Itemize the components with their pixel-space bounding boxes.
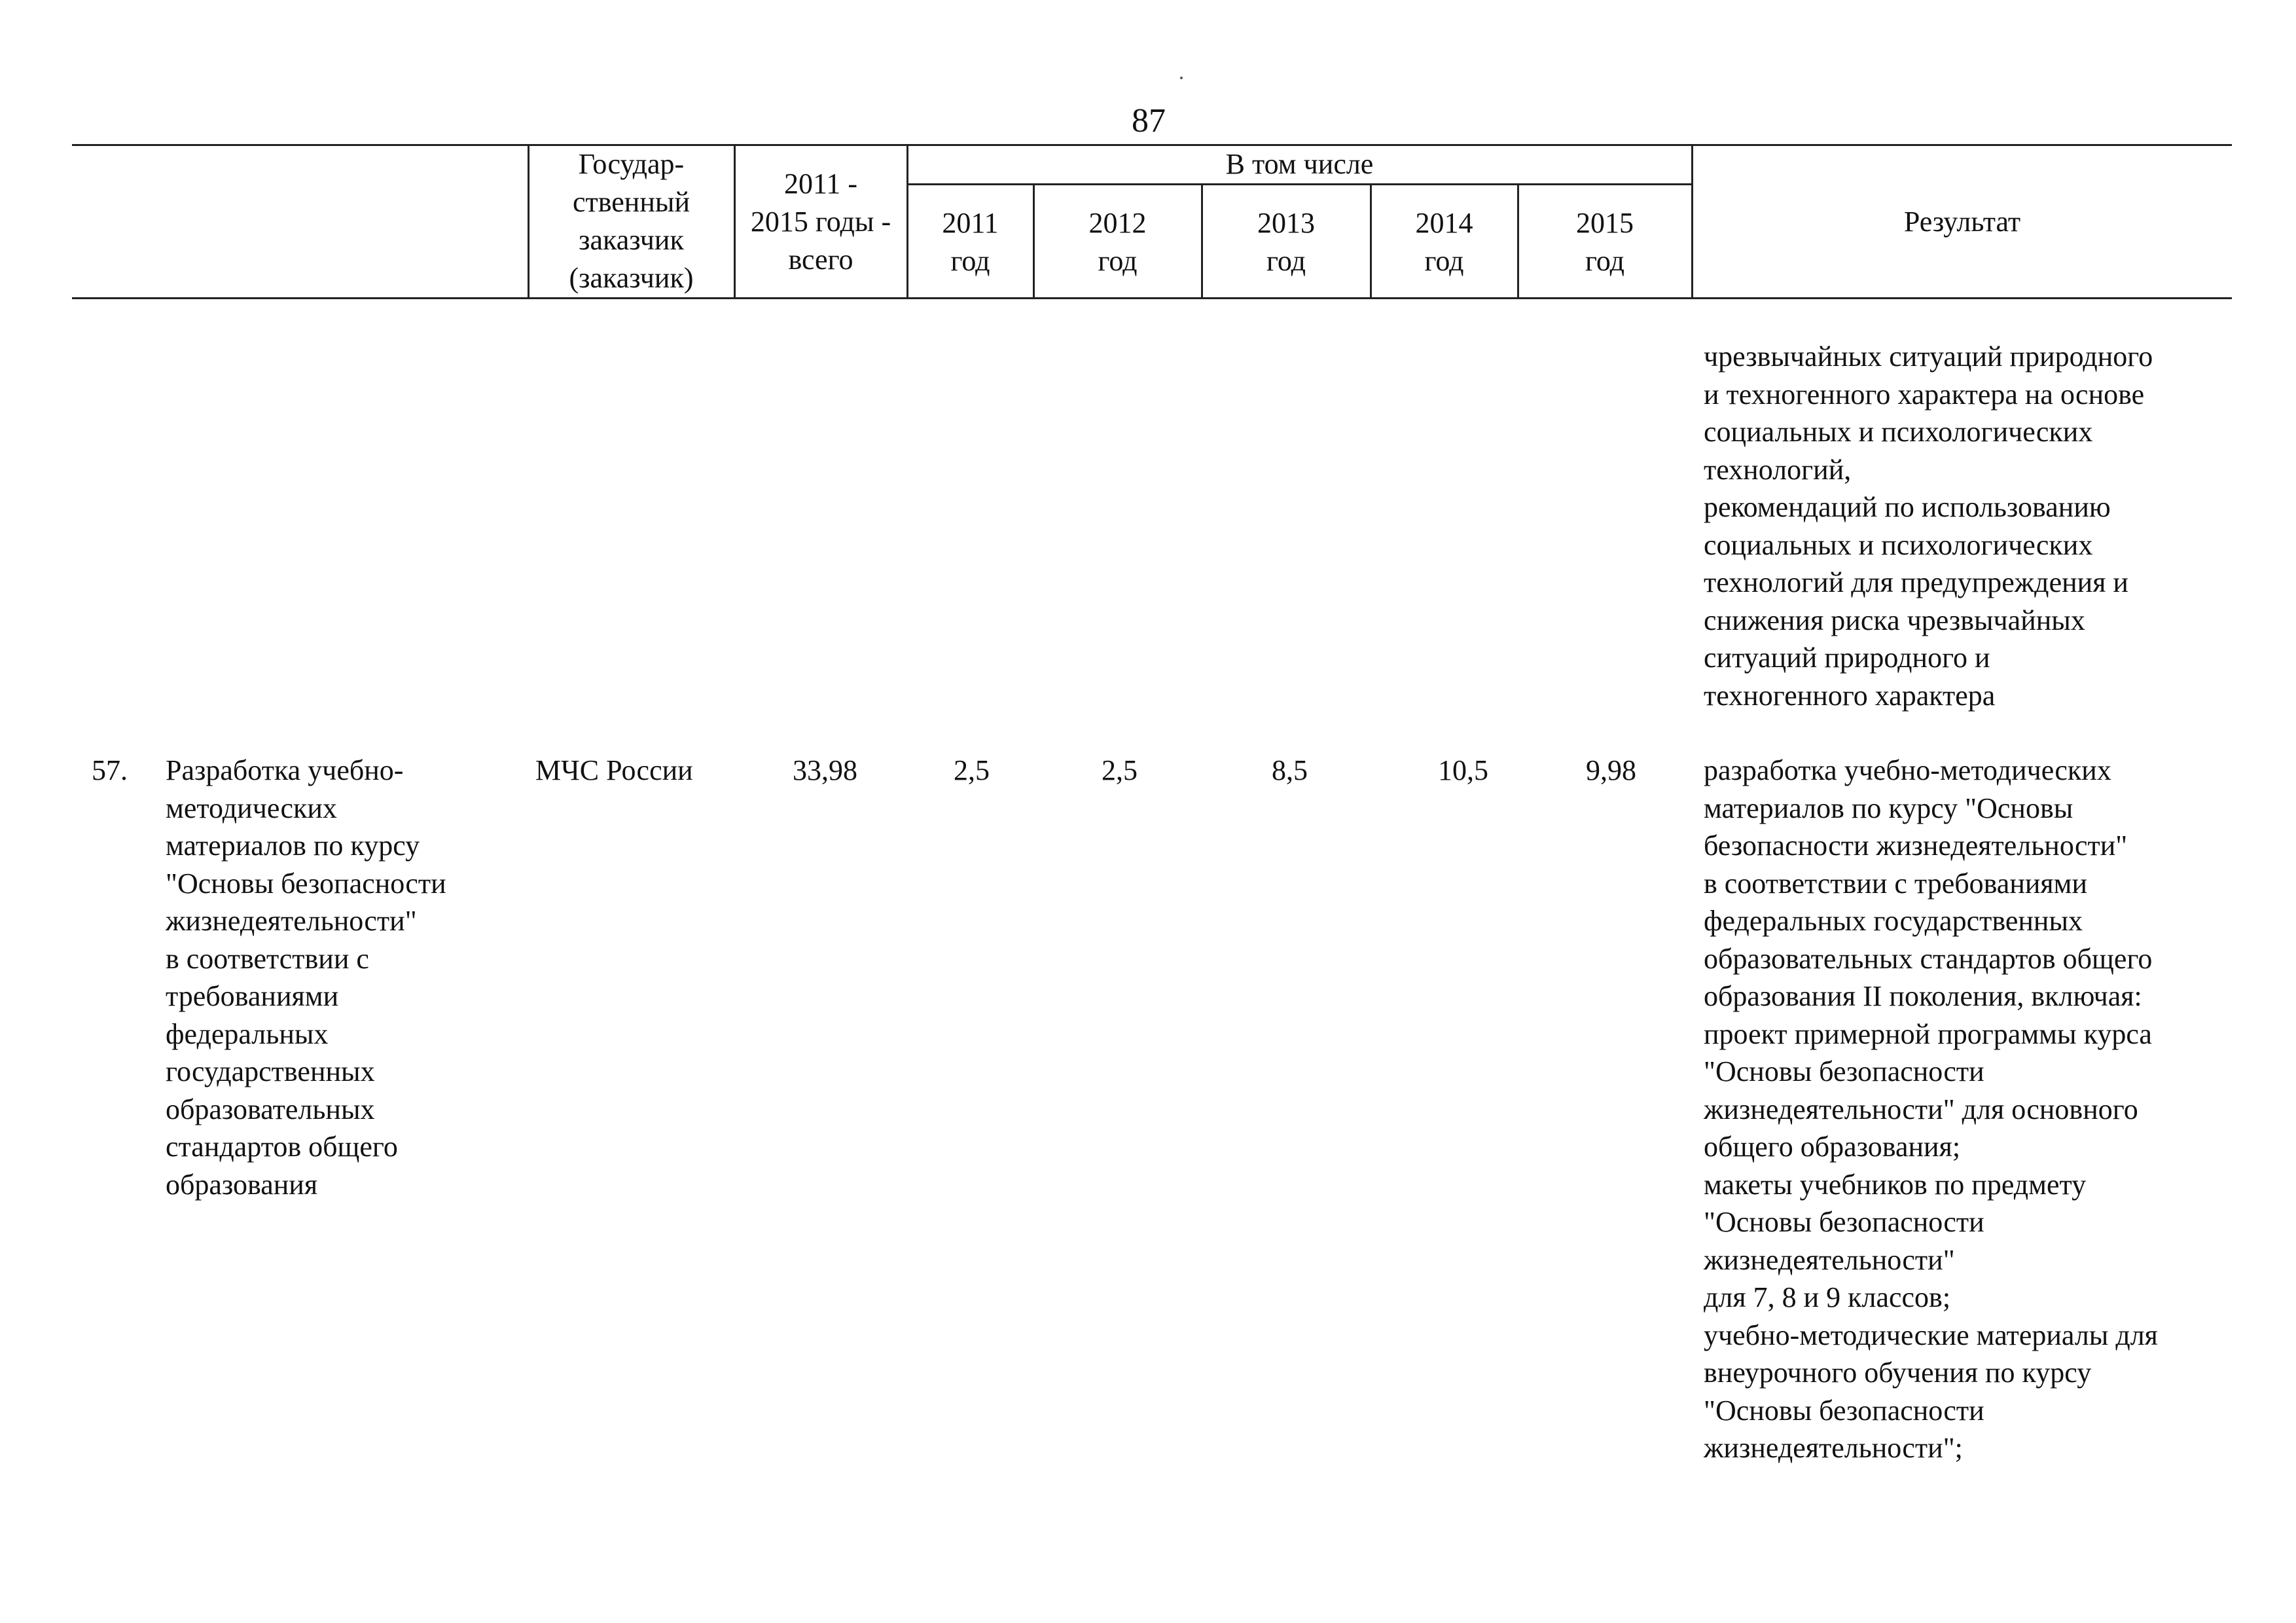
row-value-2012: 2,5 (1102, 754, 1138, 786)
row-total: 33,98 (793, 754, 857, 786)
header-total: 2011 - 2015 годы - всего (750, 168, 891, 276)
text-line: Разработка учебно- (166, 754, 404, 786)
text-line: внеурочного обучения по курсу (1704, 1357, 2092, 1389)
scan-speck (1180, 77, 1183, 79)
text-line: "Основы безопасности (1704, 1206, 1984, 1238)
row-value-2011: 2,5 (954, 754, 990, 786)
text-line: учебно-методические материалы для (1704, 1319, 2158, 1351)
text-line: материалов по курсу "Основы (1704, 792, 2073, 824)
text-line: ситуаций природного и (1704, 642, 1990, 674)
header-year-2012: 2012 год (1088, 207, 1147, 277)
row-customer: МЧС России (535, 754, 693, 786)
text-line: жизнедеятельности" для основного (1704, 1093, 2138, 1125)
text-line: проект примерной программы курса (1704, 1017, 2152, 1050)
text-line: макеты учебников по предмету (1704, 1168, 2087, 1201)
text-line: федеральных (166, 1017, 329, 1050)
header-including: В том числе (1225, 148, 1374, 180)
subheader-rule (907, 183, 1693, 185)
text-line: федеральных государственных (1704, 905, 2083, 937)
text-line: "Основы безопасности (1704, 1055, 1984, 1087)
header-bottom-rule (72, 297, 2232, 299)
text-line: стандартов общего (166, 1131, 398, 1163)
text-line: "Основы безопасности (166, 867, 446, 900)
row-value-2015: 9,98 (1586, 754, 1636, 786)
text-line: для 7, 8 и 9 классов; (1704, 1281, 1951, 1313)
text-line: техногенного характера (1704, 679, 1996, 712)
text-line: снижения риска чрезвычайных (1704, 604, 2085, 636)
row-title (166, 752, 446, 1203)
text-line: методических (166, 792, 337, 824)
text-line: в соответствии с (166, 942, 369, 975)
header-year-2013: 2013 год (1257, 207, 1315, 277)
text-line: государственных (166, 1055, 375, 1087)
text-line: социальных и психологических (1704, 416, 2093, 448)
text-line: в соответствии с требованиями (1704, 867, 2088, 900)
text-line: рекомендаций по использованию (1704, 491, 2111, 523)
header-year-2015: 2015 год (1576, 207, 1634, 277)
text-line: и техногенного характера на основе (1704, 378, 2145, 410)
header-year-2014: 2014 год (1415, 207, 1473, 277)
text-line: технологий, (1704, 453, 1852, 486)
text-line: образовательных (166, 1093, 375, 1125)
text-line: образования II поколения, включая: (1704, 980, 2142, 1012)
text-line: материалов по курсу (166, 830, 420, 862)
text-line: чрезвычайных ситуаций природного (1704, 340, 2153, 373)
text-line: образования (166, 1168, 318, 1201)
text-line: жизнедеятельности" (166, 905, 417, 937)
text-line: социальных и психологических (1704, 528, 2093, 561)
row-number: 57. (92, 754, 128, 786)
header-customer: Государ- ственный заказчик (заказчик) (569, 148, 694, 294)
text-line: технологий для предупреждения и (1704, 566, 2128, 598)
text-line: "Основы безопасности (1704, 1394, 1984, 1427)
text-line: разработка учебно-методических (1704, 754, 2111, 786)
text-line: общего образования; (1704, 1131, 1961, 1163)
text-line: требованиями (166, 980, 339, 1012)
page-number: 87 (1132, 102, 1166, 139)
row-result (1704, 752, 2158, 1467)
row-value-2014: 10,5 (1438, 754, 1488, 786)
row-value-2013: 8,5 (1272, 754, 1308, 786)
previous-result-continuation (1704, 338, 2153, 714)
header-result: Результат (1903, 206, 2021, 238)
header-year-2011: 2011 год (942, 207, 999, 277)
text-line: жизнедеятельности"; (1704, 1432, 1963, 1464)
text-line: жизнедеятельности" (1704, 1243, 1955, 1276)
text-line: безопасности жизнедеятельности" (1704, 830, 2128, 862)
text-line: образовательных стандартов общего (1704, 942, 2153, 975)
